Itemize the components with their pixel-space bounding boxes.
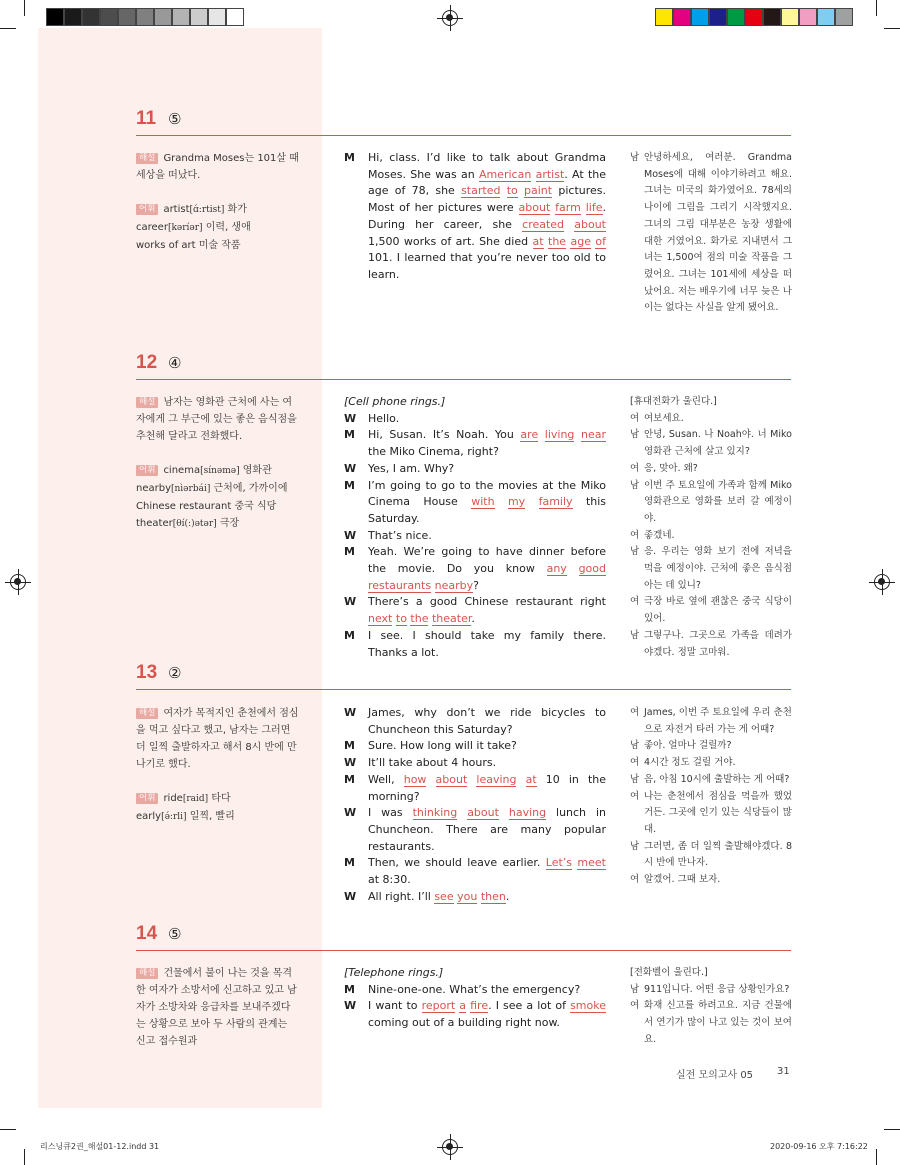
vocab-list <box>136 462 299 533</box>
blank-answer: about <box>574 217 606 231</box>
translation-speaker: 여 <box>630 412 640 424</box>
vocab-pronunciation: [ɑ́:rtist] <box>189 205 225 215</box>
vocab-tag: 어휘 <box>136 465 158 476</box>
explanation-tag: 해설 <box>136 708 158 719</box>
blank-answer: started <box>461 184 501 198</box>
dialogue-text: James, why don’t we ride bicycles to Chuncheon this Saturday? <box>368 706 606 736</box>
dialogue-text: Then, we should leave earlier. Let’s meet at 8:30. <box>368 856 606 887</box>
vocab-item <box>136 480 299 498</box>
explanation-tag: 해설 <box>136 153 158 164</box>
translation-text: 911입니다. 어떤 응급 상황인가요? <box>644 983 790 995</box>
translation-text: 안녕하세요, 여러분. Grandma Moses에 대해 이야기하려고 해요. 그녀는 미국의 화가였어요. 78세의 나이에 그림을 그리기 시작했지요. 그녀의 그림 대부분은 농장 생활에 대한 거였어요. 화가로 지내면서 그녀는 1,500여 점의 미술 작품을 그렸어요. 그녀는 101세에 세상을 떠났어요. 저는 배우기에 너무 늦은 나이는 없다는 사실을 알게 됐어요. <box>644 152 792 314</box>
dialogue-line <box>344 478 606 528</box>
section-14-translation <box>630 965 792 1049</box>
vocab-meaning: 미술 작품 <box>195 240 241 251</box>
section-13-explanation <box>136 705 299 826</box>
dialogue-line <box>344 150 606 284</box>
blank-answer: fire <box>470 999 489 1013</box>
translation-text: 나는 춘천에서 점심을 먹을까 했었거든. 그곳에 인기 있는 식당들이 많대. <box>644 790 792 835</box>
vocab-item <box>136 515 299 533</box>
crop-mark <box>876 1149 877 1165</box>
color-swatch <box>172 8 190 26</box>
speaker-label: W <box>344 756 357 770</box>
translation-speaker: 여 <box>630 529 640 541</box>
blank-answer: artist <box>535 167 565 181</box>
translation-speaker: 여 <box>630 707 640 718</box>
dialogue-text: Hello. <box>368 411 400 425</box>
color-swatch <box>82 8 100 26</box>
section-11-explanation <box>136 150 299 254</box>
dialogue-text: Hi, Susan. It’s Noah. You are living near the Miko Cinema, right? <box>368 428 606 459</box>
translation-speaker: 여 <box>630 874 640 886</box>
section-12-header <box>136 352 791 380</box>
color-swatch <box>226 8 244 26</box>
vocab-meaning: 타다 <box>208 793 231 804</box>
explanation-tag: 해설 <box>136 397 158 408</box>
translation-speaker: 남 <box>630 152 640 163</box>
color-swatch <box>190 8 208 26</box>
blank-answer: report <box>421 999 456 1013</box>
explanation-tag: 해설 <box>136 968 158 979</box>
blank-answer: next <box>368 612 393 626</box>
dialogue-text: Yeah. We’re going to have dinner before the movie. Do you know any good restaurants nearby? <box>368 545 607 592</box>
vocab-item <box>136 201 299 219</box>
translation-speaker: 남 <box>630 840 640 852</box>
explanation-text: 해설 남자는 영화관 근처에 사는 여자에게 그 부근에 있는 좋은 음식점을 추천해 달라고 전화했다. <box>136 397 297 442</box>
section-13-translation <box>630 705 792 889</box>
registration-mark-bottom <box>442 1139 458 1155</box>
color-swatch <box>835 8 853 26</box>
translation-speaker: 남 <box>630 773 640 785</box>
vocab-list <box>136 790 299 826</box>
translation-text: 그러면, 좀 더 일찍 출발해야겠다. 8시 반에 만나자. <box>644 840 792 869</box>
slug-filename: 리스닝큐2권_해설01-12.indd 31 <box>40 1142 160 1151</box>
vocab-meaning: 일찍, 빨리 <box>186 811 235 822</box>
section-14-header <box>136 923 791 951</box>
blank-answer: to <box>395 612 407 626</box>
speaker-label: W <box>344 806 357 820</box>
color-swatch <box>100 8 118 26</box>
vocab-word: Chinese restaurant <box>136 501 232 512</box>
vocab-pronunciation: [ə́:rli] <box>161 812 187 822</box>
translation-line <box>630 628 792 661</box>
blank-answer: a <box>459 999 467 1013</box>
speaker-label: W <box>344 461 357 475</box>
dialogue-line <box>344 738 606 755</box>
blank-answer: you <box>457 889 478 903</box>
translation-stage-text: [휴대전화가 울린다.] <box>630 396 717 407</box>
vocab-pronunciation: [nìərbái] <box>171 484 211 494</box>
crop-mark <box>24 0 25 16</box>
translation-line <box>630 705 792 738</box>
blank-answer: smoke <box>570 999 606 1013</box>
crop-mark <box>884 28 900 29</box>
explanation-text: 해설 건물에서 불이 나는 것을 목격한 여자가 소방서에 신고하고 있고 남자가 소방차와 응급차를 보내주겠다는 상황으로 보아 두 사람의 관계는 신고 접수원과 <box>136 968 297 1047</box>
speaker-label: W <box>344 595 357 609</box>
speaker-label: W <box>344 889 357 903</box>
blank-answer: near <box>580 428 606 442</box>
crop-mark <box>876 0 877 16</box>
vocab-meaning: 영화관 <box>239 465 272 476</box>
color-swatch <box>817 8 835 26</box>
dialogue-text: That’s nice. <box>368 528 432 542</box>
translation-text: 음, 아침 10시에 출발하는 게 어때? <box>644 773 790 785</box>
vocab-tag: 어휘 <box>136 204 158 215</box>
dialogue-line <box>344 461 606 478</box>
vocab-word: nearby <box>136 483 171 494</box>
blank-answer: life <box>585 201 603 215</box>
translation-line <box>630 755 792 772</box>
blank-answer: created <box>522 217 565 231</box>
translation-line <box>630 872 792 889</box>
dialogue-line <box>344 411 606 428</box>
answer-choice: ④ <box>168 354 182 372</box>
dialogue-line <box>344 998 606 1031</box>
vocab-tag: 어휘 <box>136 793 158 804</box>
speaker-label: M <box>344 772 355 786</box>
answer-choice: ② <box>168 664 182 682</box>
translation-text: 안녕, Susan. 나 Noah야. 너 Miko 영화관 근처에 살고 있지? <box>644 429 792 458</box>
speaker-label: M <box>344 428 355 442</box>
dialogue-line <box>344 772 606 805</box>
translation-speaker: 남 <box>630 629 640 641</box>
speaker-label: W <box>344 999 357 1013</box>
registration-mark-left <box>10 574 26 590</box>
vocab-word: cinema <box>163 465 201 476</box>
translation-text: 알겠어. 그때 보자. <box>644 874 721 886</box>
color-swatch <box>46 8 64 26</box>
blank-answer: any <box>546 562 567 576</box>
color-swatch <box>691 8 709 26</box>
vocab-item <box>136 237 299 254</box>
dialogue-text: I was thinking about having lunch in Chuncheon. There are many popular restaurants. <box>368 806 606 853</box>
dialogue-text: Well, how about leaving at 10 in the morning? <box>368 772 607 803</box>
blank-answer: then <box>480 889 506 903</box>
dialogue-line <box>344 889 606 906</box>
dialogue-text: Nine-one-one. What’s the emergency? <box>368 982 581 996</box>
translation-text: 4시간 정도 걸릴 거야. <box>644 757 736 769</box>
color-swatch <box>781 8 799 26</box>
dialogue-line <box>344 628 606 661</box>
color-swatch <box>709 8 727 26</box>
blank-answer: my <box>507 495 526 509</box>
speaker-label: M <box>344 739 355 753</box>
vocab-word: early <box>136 811 162 822</box>
translation-stage-text: [전화벨이 울린다.] <box>630 967 708 978</box>
blank-answer: how <box>403 772 427 786</box>
explanation-text: 해설 여자가 목적지인 춘천에서 점심을 먹고 싶다고 했고, 남자는 그러면 더 일찍 출발하자고 해서 8시 반에 만나기로 했다. <box>136 708 299 770</box>
translation-line <box>630 738 792 755</box>
translation-text: 극장 바로 옆에 괜찮은 중국 식당이 있어. <box>644 596 792 625</box>
stage-direction <box>344 965 606 982</box>
color-swatch <box>799 8 817 26</box>
blank-answer: at <box>532 234 544 248</box>
translation-speaker: 남 <box>630 740 640 752</box>
vocab-item <box>136 462 299 480</box>
registration-mark-right <box>874 574 890 590</box>
color-swatch <box>118 8 136 26</box>
crop-mark <box>0 28 16 29</box>
translation-speaker: 여 <box>630 790 640 802</box>
dialogue-text: Yes, I am. Why? <box>368 461 455 475</box>
blank-answer: meet <box>577 856 606 870</box>
answer-choice: ⑤ <box>168 925 182 943</box>
dialogue-text: Sure. How long will it take? <box>368 739 517 753</box>
page-number: 31 <box>777 1066 790 1077</box>
blank-answer: of <box>595 234 607 248</box>
translation-stage-direction <box>630 394 792 411</box>
translation-line <box>630 594 792 627</box>
blank-answer: family <box>538 495 573 509</box>
translation-line <box>630 998 792 1048</box>
blank-answer: about <box>518 201 551 215</box>
section-12-translation <box>630 394 792 661</box>
vocab-meaning: 화가 <box>224 204 247 215</box>
blank-answer: see <box>434 889 454 903</box>
vocab-pronunciation: [θí(:)ətər] <box>172 519 217 529</box>
vocab-word: ride <box>163 793 183 804</box>
translation-text: 응, 맞아. 왜? <box>644 462 698 474</box>
translation-speaker: 여 <box>630 596 640 608</box>
section-12-script <box>344 394 606 661</box>
dialogue-line <box>344 755 606 772</box>
speaker-label: W <box>344 528 357 542</box>
section-11-translation <box>630 150 792 317</box>
translation-speaker: 남 <box>630 983 640 995</box>
blank-answer: Let’s <box>545 856 573 870</box>
color-swatch <box>763 8 781 26</box>
blank-answer: farm <box>555 201 581 215</box>
translation-line <box>630 839 792 872</box>
blank-answer: having <box>508 806 547 820</box>
question-number: 12 <box>136 352 158 373</box>
blank-answer: at <box>525 772 537 786</box>
translation-text: James, 이번 주 토요일에 우리 춘천으로 자전거 타러 가는 게 어때? <box>644 707 792 735</box>
dialogue-line <box>344 427 606 460</box>
dialogue-text: All right. I’ll see you then. <box>368 889 510 903</box>
dialogue-text: I see. I should take my family there. Thanks a lot. <box>368 628 606 659</box>
speaker-label: M <box>344 151 355 164</box>
vocab-item <box>136 808 299 826</box>
speaker-label: M <box>344 856 355 870</box>
vocab-meaning: 근처에, 가까이에 <box>210 483 288 494</box>
stage-direction <box>344 394 606 411</box>
translation-text: 좋아. 얼마나 걸릴까? <box>644 740 732 752</box>
speaker-label: M <box>344 478 355 492</box>
dialogue-text: There’s a good Chinese restaurant right next to the theater. <box>368 595 606 626</box>
vocab-meaning: 극장 <box>216 518 240 529</box>
vocab-pronunciation: [kəríər] <box>167 223 203 233</box>
dialogue-line <box>344 594 606 627</box>
color-swatch-bar <box>655 8 853 26</box>
dialogue-line <box>344 705 606 738</box>
speaker-label: W <box>344 411 357 425</box>
vocab-item <box>136 219 299 237</box>
dialogue-line <box>344 528 606 545</box>
dialogue-text: Hi, class. I’d like to talk about Grandma Moses. She was an American artist. At the age of 78, she started to paint pictures. Most of her pictures were about farm life. During her career, she created about 1,500 works of art. She died at the age of 101. I learned that you’re never too old to learn. <box>368 151 607 281</box>
vocab-meaning: 중국 식당 <box>231 501 277 512</box>
color-swatch <box>64 8 82 26</box>
speaker-label: M <box>344 982 355 996</box>
color-swatch <box>727 8 745 26</box>
color-swatch <box>673 8 691 26</box>
dialogue-line <box>344 982 606 999</box>
crop-mark <box>884 1129 900 1130</box>
translation-speaker: 남 <box>630 479 640 491</box>
blank-answer: about <box>467 806 499 820</box>
explanation-text: 해설 Grandma Moses는 101살 때 세상을 떠났다. <box>136 153 299 181</box>
vocab-meaning: 이력, 생애 <box>202 222 251 233</box>
translation-text: 응. 우리는 영화 보기 전에 저녁을 먹을 예정이야. 근처에 좋은 음식점 아는 데 있니? <box>644 546 792 591</box>
blank-answer: age <box>570 234 591 248</box>
section-13-script <box>344 705 606 905</box>
blank-answer: living <box>544 428 575 442</box>
vocab-list <box>136 201 299 254</box>
section-11-header <box>136 108 791 136</box>
stage-text: [Telephone rings.] <box>344 966 444 979</box>
blank-answer: American <box>478 167 532 181</box>
question-number: 13 <box>136 662 158 683</box>
section-14-explanation <box>136 965 299 1050</box>
translation-speaker: 남 <box>630 429 640 441</box>
question-number: 11 <box>136 108 157 129</box>
translation-line <box>630 427 792 460</box>
vocab-item <box>136 790 299 808</box>
blank-answer: to <box>506 184 518 198</box>
color-swatch <box>655 8 673 26</box>
section-13-header <box>136 662 791 690</box>
vocab-word: artist <box>163 204 190 215</box>
translation-line <box>630 544 792 594</box>
speaker-label: M <box>344 545 355 559</box>
section-14-script <box>344 965 606 1032</box>
blank-answer: theater <box>431 612 472 626</box>
slug-timestamp: 2020-09-16 오후 7:16:22 <box>770 1142 868 1151</box>
translation-speaker: 여 <box>630 462 640 474</box>
translation-line <box>630 772 792 789</box>
section-11-script <box>344 150 606 284</box>
translation-line <box>630 982 792 999</box>
translation-speaker: 남 <box>630 546 640 558</box>
color-swatch <box>154 8 172 26</box>
vocab-word: theater <box>136 518 173 529</box>
vocab-pronunciation: [sínəmə] <box>200 466 240 476</box>
translation-speaker: 여 <box>630 1000 640 1012</box>
translation-line <box>630 528 792 545</box>
blank-answer: with <box>471 495 495 509</box>
vocab-word: career <box>136 222 168 233</box>
blank-answer: nearby <box>434 578 474 592</box>
crop-mark <box>24 1149 25 1165</box>
blank-answer: are <box>520 428 539 442</box>
blank-answer: good <box>578 562 607 576</box>
dialogue-line <box>344 805 606 855</box>
dialogue-text: I want to report a fire. I see a lot of smoke coming out of a building right now. <box>368 999 606 1030</box>
vocab-pronunciation: [raid] <box>182 794 209 804</box>
blank-answer: the <box>410 612 429 626</box>
translation-line <box>630 478 792 528</box>
gray-swatch-bar <box>46 8 244 26</box>
blank-answer: leaving <box>476 772 517 786</box>
dialogue-line <box>344 544 606 594</box>
dialogue-text: I’m going to go to the movies at the Miko Cinema House with my family this Saturday. <box>368 478 607 525</box>
registration-mark-top <box>442 10 458 26</box>
footer-title: 실전 모의고사 05 <box>676 1070 754 1081</box>
translation-text: 그렇구나. 그곳으로 가족을 데려가야겠다. 정말 고마워. <box>644 629 792 658</box>
crop-mark <box>0 1129 16 1130</box>
dialogue-text: It’ll take about 4 hours. <box>368 756 497 770</box>
translation-text: 좋겠네. <box>644 529 675 541</box>
section-12-explanation <box>136 394 299 533</box>
speaker-label: W <box>344 706 357 719</box>
vocab-item <box>136 498 299 515</box>
speaker-label: M <box>344 628 355 642</box>
color-swatch <box>745 8 763 26</box>
color-swatch <box>208 8 226 26</box>
color-swatch <box>136 8 154 26</box>
translation-stage-direction <box>630 965 792 982</box>
translation-text: 여보세요. <box>644 412 684 424</box>
question-number: 14 <box>136 923 158 944</box>
dialogue-line <box>344 855 606 888</box>
translation-speaker: 여 <box>630 757 640 769</box>
blank-answer: restaurants <box>368 578 432 592</box>
blank-answer: paint <box>524 184 553 198</box>
stage-text: [Cell phone rings.] <box>344 395 446 408</box>
vocab-word: works of art <box>136 240 196 251</box>
translation-line <box>630 789 792 839</box>
translation-line <box>630 150 792 317</box>
translation-line <box>630 461 792 478</box>
blank-answer: the <box>548 234 567 248</box>
blank-answer: about <box>435 772 468 786</box>
translation-text: 화재 신고를 하려고요. 지금 건물에서 연기가 많이 나고 있는 것이 보여요. <box>644 1000 792 1045</box>
translation-line <box>630 411 792 428</box>
translation-text: 이번 주 토요일에 가족과 함께 Miko 영화관으로 영화를 보러 갈 예정이야. <box>644 479 792 524</box>
answer-choice: ⑤ <box>168 110 182 128</box>
blank-answer: thinking <box>412 806 458 820</box>
